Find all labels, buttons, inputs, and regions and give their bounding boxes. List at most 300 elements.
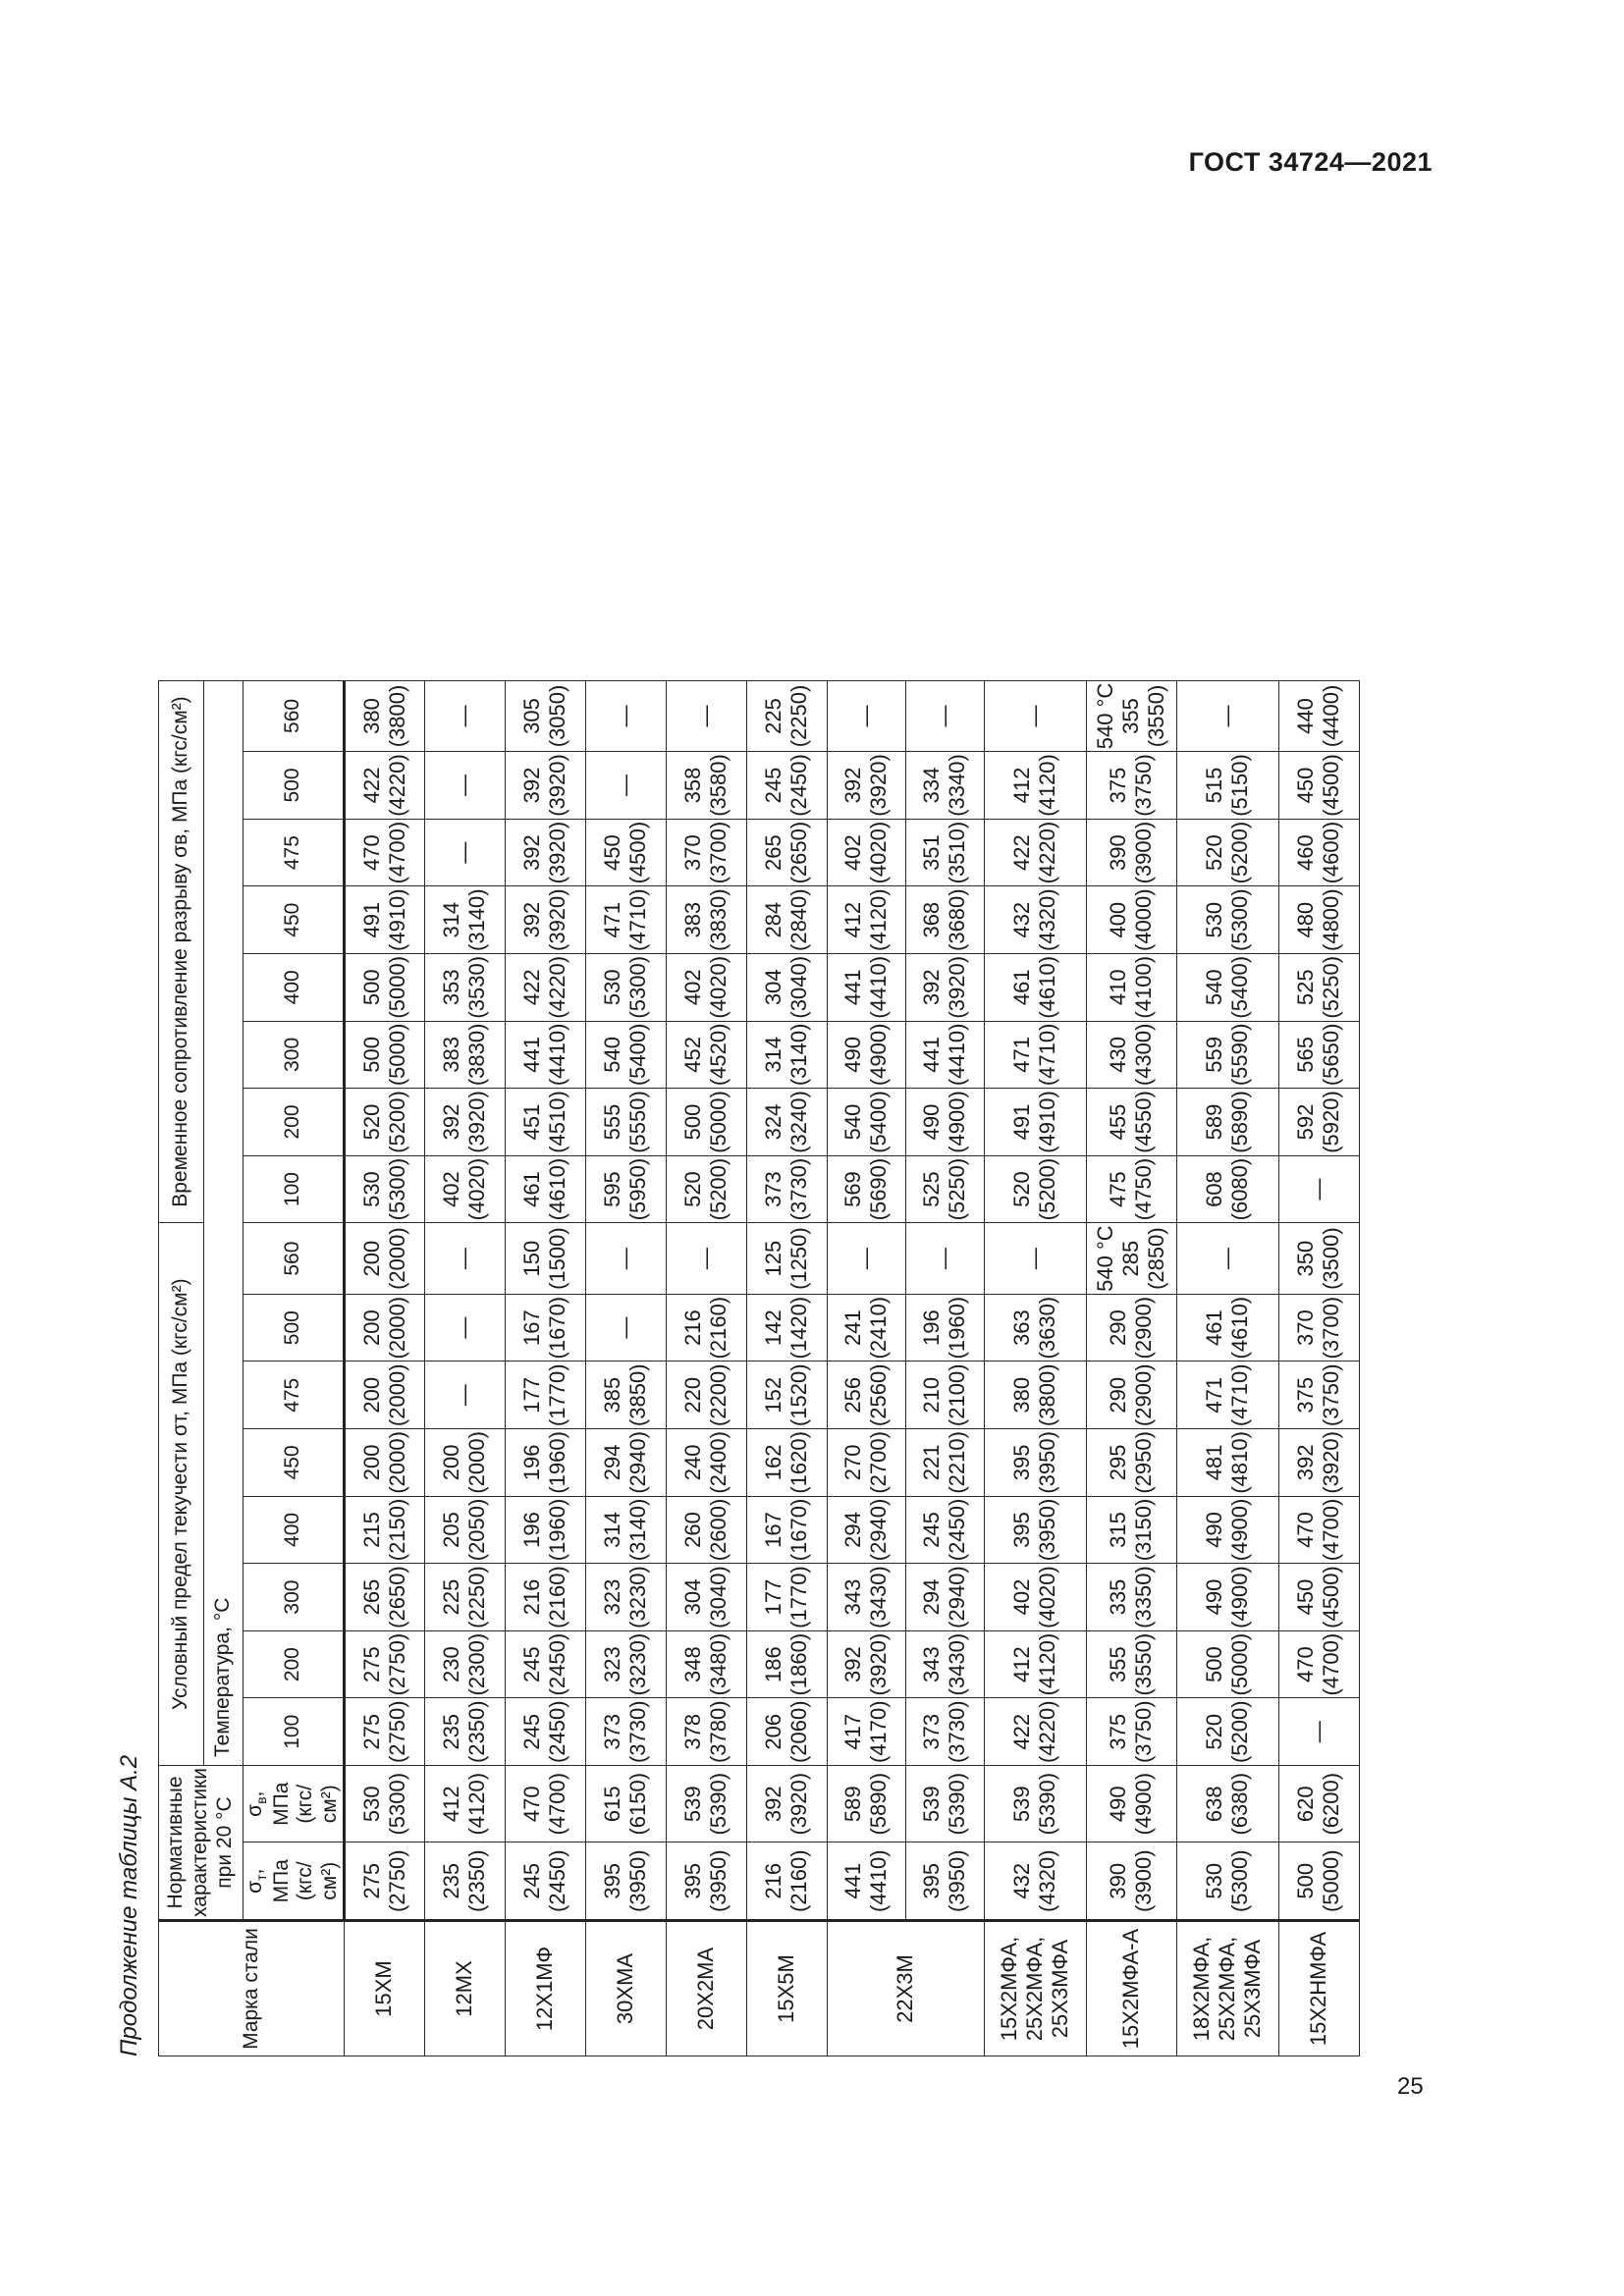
value-line: 200	[358, 1376, 384, 1414]
value-line: 450	[600, 834, 625, 871]
tensile-cell	[344, 819, 424, 886]
value-line: 471	[1202, 1376, 1227, 1414]
yield-cell	[344, 1294, 424, 1362]
value-line: (1420)	[786, 1296, 812, 1360]
yield-cell	[585, 1223, 666, 1295]
yield-cell	[827, 1564, 905, 1631]
value-line: (5690)	[866, 1157, 892, 1221]
value-line: (5200)	[1227, 1700, 1253, 1764]
value-line: —	[693, 1248, 719, 1270]
value-line: (4320)	[1035, 1849, 1060, 1913]
value-line: 373	[600, 1713, 625, 1750]
value-line: (6080)	[1227, 1157, 1253, 1221]
value-line: 275	[358, 1713, 384, 1750]
yield-cell	[984, 1630, 1086, 1698]
value-line: 315	[1106, 1512, 1131, 1548]
value-line: 500	[680, 1103, 706, 1141]
tensile-cell	[984, 819, 1086, 886]
tensile-cell	[1278, 1089, 1359, 1156]
tensile-cell	[666, 1155, 746, 1223]
value-line: 323	[600, 1646, 625, 1682]
value-line: 216	[680, 1309, 706, 1347]
tensile-cell	[984, 680, 1086, 752]
value-line: (5000)	[706, 1091, 731, 1153]
table-row	[666, 680, 746, 2056]
value-line: (1960)	[545, 1498, 570, 1562]
value-line: (2150)	[384, 1498, 409, 1562]
tensile-cell	[505, 1089, 585, 1156]
value-line: (4410)	[545, 1023, 570, 1087]
value-line: 410	[1106, 969, 1131, 1006]
brand-cell	[746, 1921, 827, 2056]
brand-line: 15Х2НМФА	[1306, 1931, 1331, 2047]
tensile-cell	[585, 1155, 666, 1223]
yield-cell	[585, 1362, 666, 1429]
yield-cell	[827, 1496, 905, 1564]
tensile-cell	[424, 953, 505, 1021]
value-line: 358	[680, 767, 706, 804]
value-line: (3580)	[706, 754, 731, 817]
brand-cell	[505, 1921, 585, 2056]
value-line: 441	[840, 1862, 866, 1899]
value-line: 343	[840, 1578, 866, 1616]
header-temp-cell: 500	[244, 752, 345, 820]
brand-line: 12Х1МФ	[532, 1946, 558, 2032]
tensile-cell	[585, 886, 666, 954]
header-temp-cell: 300	[244, 1021, 345, 1089]
yield-cell	[905, 1496, 984, 1564]
value-line: (2940)	[866, 1498, 892, 1562]
tensile-cell	[344, 680, 424, 752]
value-line: 490	[1106, 1786, 1131, 1823]
yield-cell	[746, 1496, 827, 1564]
value-line: 422	[358, 767, 384, 804]
value-line: 500	[1293, 1862, 1319, 1899]
value-line: —	[613, 705, 638, 727]
value-line: 355	[1106, 1646, 1131, 1682]
tensile-cell	[1278, 819, 1359, 886]
value-line: (2250)	[786, 684, 812, 748]
value-line: (3780)	[706, 1700, 731, 1764]
value-line: 240	[680, 1444, 706, 1481]
sigma-t-cell	[984, 1842, 1086, 1921]
page-number: 25	[1397, 2073, 1424, 2100]
sigma-v-cell	[1086, 1766, 1176, 1842]
yield-cell	[827, 1698, 905, 1766]
value-line: 285	[1118, 1240, 1144, 1277]
tensile-cell	[1086, 953, 1176, 1021]
value-line: 216	[519, 1578, 545, 1616]
yield-cell	[585, 1698, 666, 1766]
yield-cell	[424, 1429, 505, 1497]
value-line: 351	[919, 834, 945, 871]
value-line: —	[932, 1248, 957, 1270]
value-line: (2000)	[384, 1227, 409, 1290]
value-line: (2160)	[786, 1849, 812, 1913]
header-sigma-t: $\sigma_т$, МПа (кгс/см²)	[244, 1842, 345, 1921]
value-line: (3340)	[945, 754, 970, 817]
value-line: (4120)	[1035, 754, 1060, 817]
sigma-v-cell	[505, 1766, 585, 1842]
value-line: 383	[680, 901, 706, 938]
yield-cell	[344, 1362, 424, 1429]
value-line: 530	[358, 1171, 384, 1207]
yield-cell	[984, 1564, 1086, 1631]
value-line: (4500)	[625, 821, 651, 884]
sigma-t-cell	[1086, 1842, 1176, 1921]
tensile-cell	[827, 1089, 905, 1156]
value-line: 390	[1106, 834, 1131, 871]
value-line: 270	[840, 1444, 866, 1481]
tensile-cell	[585, 819, 666, 886]
yield-cell	[1278, 1223, 1359, 1295]
yield-cell	[984, 1223, 1086, 1295]
header-temp-cell: 200	[244, 1630, 345, 1698]
value-line: 390	[1106, 1862, 1131, 1899]
value-line: (4100)	[1131, 955, 1157, 1019]
yield-cell	[984, 1294, 1086, 1362]
value-line: 235	[439, 1713, 464, 1750]
value-line: 200	[358, 1240, 384, 1277]
value-line: (2350)	[464, 1700, 490, 1764]
yield-cell	[424, 1496, 505, 1564]
tensile-cell	[1278, 752, 1359, 820]
tensile-cell	[984, 1021, 1086, 1089]
value-line: 540	[840, 1103, 866, 1141]
yield-cell	[1278, 1564, 1359, 1631]
value-line: 540	[1202, 969, 1227, 1006]
yield-cell	[1176, 1496, 1278, 1564]
yield-cell	[666, 1630, 746, 1698]
value-line: (3920)	[464, 1091, 490, 1153]
table-row	[424, 680, 505, 2056]
value-line: (3920)	[866, 754, 892, 817]
yield-cell	[585, 1294, 666, 1362]
value-line: 565	[1293, 1037, 1319, 1073]
tensile-cell	[905, 680, 984, 752]
value-line: (1520)	[786, 1363, 812, 1427]
value-line: (5400)	[625, 1023, 651, 1087]
value-line: 392	[761, 1786, 786, 1823]
value-line: 450	[1293, 767, 1319, 804]
header-temp-cell: 450	[244, 1429, 345, 1497]
value-line: (3510)	[945, 821, 970, 884]
value-line: 530	[358, 1786, 384, 1823]
value-line: 314	[439, 901, 464, 938]
value-line: (4610)	[1035, 955, 1060, 1019]
header-yield-group: Условный предел текучести σт, МПа (кгс/см²)	[159, 1223, 204, 1766]
sigma-t-cell	[344, 1842, 424, 1921]
value-line: —	[1215, 705, 1240, 727]
value-line: 440	[1293, 698, 1319, 734]
value-line: 334	[919, 767, 945, 804]
value-line: 200	[358, 1309, 384, 1347]
tensile-cell	[746, 819, 827, 886]
tensile-cell	[905, 1155, 984, 1223]
value-line: 375	[1293, 1376, 1319, 1414]
brand-line: 15ХМ	[371, 1960, 397, 2017]
value-line: (3430)	[945, 1632, 970, 1696]
value-line: (5550)	[625, 1091, 651, 1153]
value-line: —	[693, 705, 719, 727]
yield-cell	[905, 1564, 984, 1631]
value-line: 608	[1202, 1171, 1227, 1207]
sigma-t-cell	[505, 1842, 585, 1921]
value-line: 490	[840, 1037, 866, 1073]
value-line: (3950)	[706, 1849, 731, 1913]
value-line: 304	[761, 969, 786, 1006]
value-line: (5300)	[1227, 888, 1253, 951]
yield-cell	[505, 1630, 585, 1698]
value-line: 294	[840, 1512, 866, 1548]
brand-line: 25Х2МФА,	[1022, 1936, 1048, 2042]
value-line: 441	[919, 1037, 945, 1073]
value-line: (2450)	[945, 1498, 970, 1562]
value-line: 615	[600, 1786, 625, 1823]
value-line: (5000)	[384, 1023, 409, 1087]
header-temp-cell: 560	[244, 680, 345, 752]
value-line: 540 °С	[1093, 682, 1118, 750]
brand-line: 25Х3МФА	[1048, 1939, 1073, 2039]
value-line: (2450)	[545, 1632, 570, 1696]
value-line: 335	[1106, 1578, 1131, 1616]
table-row	[905, 680, 984, 2056]
value-line: (2100)	[945, 1363, 970, 1427]
yield-cell	[1278, 1429, 1359, 1497]
value-line: (4900)	[945, 1091, 970, 1153]
value-line: (2060)	[786, 1700, 812, 1764]
value-line: (2200)	[706, 1363, 731, 1427]
value-line: 290	[1106, 1376, 1131, 1414]
yield-cell	[827, 1429, 905, 1497]
value-line: 225	[439, 1578, 464, 1616]
value-line: 260	[680, 1512, 706, 1548]
value-line: 555	[600, 1103, 625, 1141]
value-line: 395	[680, 1862, 706, 1899]
value-line: 373	[761, 1171, 786, 1207]
yield-cell	[505, 1429, 585, 1497]
value-line: 216	[761, 1862, 786, 1899]
value-line: (4000)	[1131, 888, 1157, 951]
sigma-v-cell	[827, 1766, 905, 1842]
value-line: (5650)	[1319, 1023, 1344, 1087]
tensile-cell	[827, 1021, 905, 1089]
tensile-cell	[827, 886, 905, 954]
value-line: (5390)	[945, 1772, 970, 1836]
yield-cell	[1086, 1294, 1176, 1362]
value-line: (3040)	[706, 1566, 731, 1629]
value-line: 520	[358, 1103, 384, 1141]
value-line: (1960)	[945, 1296, 970, 1360]
tensile-cell	[505, 819, 585, 886]
value-line: 392	[519, 834, 545, 871]
value-line: (3750)	[1131, 1700, 1157, 1764]
yield-cell	[344, 1223, 424, 1295]
header-temp-cell: 475	[244, 819, 345, 886]
value-line: (1670)	[545, 1296, 570, 1360]
brand-cell	[1176, 1921, 1278, 2056]
tensile-cell	[827, 752, 905, 820]
value-line: (1860)	[786, 1632, 812, 1696]
header-temperature: Температура, °С	[204, 680, 244, 1765]
yield-cell	[1176, 1294, 1278, 1362]
value-line: 256	[840, 1376, 866, 1414]
value-line: (5590)	[1227, 1023, 1253, 1087]
value-line: (4750)	[1131, 1157, 1157, 1221]
value-line: (3630)	[1035, 1296, 1060, 1360]
yield-cell	[424, 1223, 505, 1295]
value-line: (3920)	[545, 888, 570, 951]
value-line: 430	[1106, 1037, 1131, 1073]
tensile-cell	[1086, 1155, 1176, 1223]
tensile-cell	[505, 752, 585, 820]
value-line: (1500)	[545, 1227, 570, 1290]
tensile-cell	[666, 886, 746, 954]
value-line: (3750)	[1319, 1363, 1344, 1427]
value-line: (5000)	[1227, 1632, 1253, 1696]
tensile-cell	[585, 752, 666, 820]
tensile-cell	[905, 953, 984, 1021]
value-line: (3530)	[464, 955, 490, 1019]
sigma-t-cell	[1176, 1842, 1278, 1921]
yield-cell	[1086, 1630, 1176, 1698]
tensile-cell	[505, 1021, 585, 1089]
value-line: 491	[1009, 1103, 1035, 1141]
value-line: (1770)	[545, 1363, 570, 1427]
value-line: (5150)	[1227, 754, 1253, 817]
value-line: 205	[439, 1512, 464, 1548]
value-line: —	[452, 1384, 477, 1407]
value-line: 235	[439, 1862, 464, 1899]
value-line: 530	[1202, 1862, 1227, 1899]
value-line: (5400)	[1227, 955, 1253, 1019]
value-line: (4220)	[1035, 1700, 1060, 1764]
value-line: (3050)	[545, 684, 570, 748]
value-line: 305	[519, 698, 545, 734]
value-line: 392	[919, 969, 945, 1006]
value-line: 368	[919, 901, 945, 938]
header-sigma-v-unit: , МПа (кгс/см²)	[244, 1782, 342, 1826]
tensile-cell	[905, 819, 984, 886]
tensile-cell	[1278, 886, 1359, 954]
value-line: 432	[1009, 1862, 1035, 1899]
value-line: 500	[1202, 1646, 1227, 1682]
value-line: (5000)	[384, 955, 409, 1019]
value-line: (3140)	[625, 1498, 651, 1562]
value-line: (2650)	[786, 821, 812, 884]
value-line: (5300)	[625, 955, 651, 1019]
yield-cell	[1086, 1362, 1176, 1429]
tensile-cell	[905, 886, 984, 954]
yield-cell	[1086, 1429, 1176, 1497]
value-line: 422	[1009, 834, 1035, 871]
value-line: 200	[358, 1444, 384, 1481]
tensile-cell	[746, 680, 827, 752]
value-line: (3230)	[625, 1566, 651, 1629]
value-line: 417	[840, 1713, 866, 1750]
table-caption: Продолжение таблицы А.2	[116, 1754, 142, 2056]
tensile-cell	[1086, 752, 1176, 820]
value-line: (3950)	[625, 1849, 651, 1913]
table-row	[1086, 680, 1176, 2056]
value-line: 461	[1202, 1309, 1227, 1347]
value-line: (4710)	[625, 888, 651, 951]
yield-cell	[1176, 1429, 1278, 1497]
tensile-cell	[505, 680, 585, 752]
tensile-cell	[585, 1021, 666, 1089]
yield-cell	[666, 1362, 746, 1429]
yield-cell	[827, 1294, 905, 1362]
value-line: (4910)	[1035, 1091, 1060, 1153]
value-line: 363	[1009, 1309, 1035, 1347]
yield-cell	[1278, 1362, 1359, 1429]
value-line: (3140)	[464, 888, 490, 951]
tensile-cell	[505, 1155, 585, 1223]
value-line: 370	[680, 834, 706, 871]
value-line: (3730)	[945, 1700, 970, 1764]
value-line: 500	[358, 969, 384, 1006]
yield-cell	[1176, 1564, 1278, 1631]
value-line: 383	[439, 1037, 464, 1073]
value-line: 221	[919, 1444, 945, 1481]
value-line: (1770)	[786, 1566, 812, 1629]
yield-cell	[666, 1294, 746, 1362]
value-line: 461	[519, 1171, 545, 1207]
value-line: 294	[600, 1444, 625, 1481]
value-line: 196	[519, 1444, 545, 1481]
value-line: (2900)	[1131, 1296, 1157, 1360]
sigma-v-cell	[344, 1766, 424, 1842]
value-line: (5200)	[384, 1091, 409, 1153]
tensile-cell	[746, 752, 827, 820]
header-temp-cell: 400	[244, 953, 345, 1021]
value-line: (2250)	[464, 1566, 490, 1629]
value-line: (3480)	[706, 1632, 731, 1696]
yield-cell	[666, 1564, 746, 1631]
value-line: (4220)	[545, 955, 570, 1019]
value-line: (3920)	[786, 1772, 812, 1836]
yield-cell	[666, 1496, 746, 1564]
yield-cell	[505, 1564, 585, 1631]
value-line: 412	[439, 1786, 464, 1823]
value-line: 539	[1009, 1786, 1035, 1823]
tensile-cell	[1176, 680, 1278, 752]
tensile-cell	[666, 953, 746, 1021]
value-line: (4550)	[1131, 1091, 1157, 1153]
value-line: 559	[1202, 1037, 1227, 1073]
tensile-cell	[1176, 1089, 1278, 1156]
value-line: (3730)	[786, 1157, 812, 1221]
yield-cell	[505, 1362, 585, 1429]
value-line: (5950)	[625, 1157, 651, 1221]
value-line: 392	[519, 767, 545, 804]
sigma-t-cell	[1278, 1842, 1359, 1921]
value-line: 481	[1202, 1444, 1227, 1481]
value-line: 620	[1293, 1786, 1319, 1823]
value-line: (3800)	[1035, 1363, 1060, 1427]
value-line: (5250)	[1319, 955, 1344, 1019]
sigma-t-cell	[827, 1842, 905, 1921]
value-line: (2850)	[1144, 1227, 1169, 1290]
yield-cell	[424, 1362, 505, 1429]
yield-cell	[984, 1698, 1086, 1766]
value-line: (1620)	[786, 1431, 812, 1494]
value-line: (4600)	[1319, 821, 1344, 884]
value-line: —	[613, 1316, 638, 1339]
value-line: (5200)	[1035, 1157, 1060, 1221]
tensile-cell	[1086, 886, 1176, 954]
tensile-cell	[1176, 1155, 1278, 1223]
